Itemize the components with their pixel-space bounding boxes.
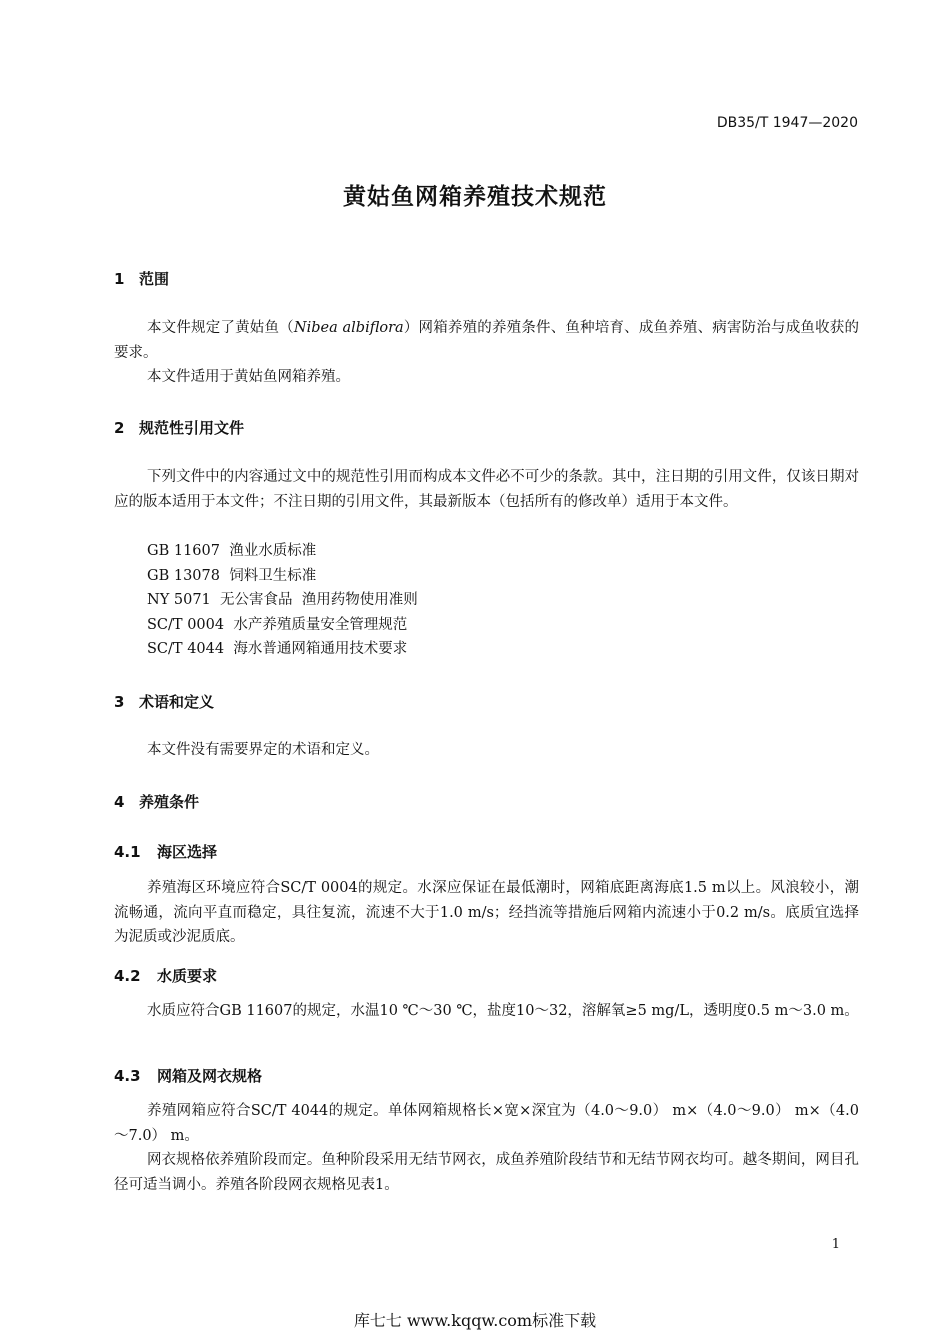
section-4-1-paragraph-1: 养殖海区环境应符合SC/T 0004的规定。水深应保证在最低潮时，网箱底距离海底1.5 m以上。风浪较小，潮流畅通，流向平直而稳定，具往复流，流速不大于1.0 m/s；经挡流等措施后网箱内流速小于0.2 m/s。底质宜选择为泥质或沙泥质底。 — [114, 880, 859, 945]
document-code: DB35/T 1947—2020 — [716, 115, 858, 131]
document-title: 黄姑鱼网箱养殖技术规范 — [343, 184, 607, 210]
section-4-3-heading — [114, 1065, 262, 1086]
section-4-3-paragraph-1: 养殖网箱应符合SC/T 4044的规定。单体网箱规格长×宽×深宜为（4.0～9.0） m×（4.0～9.0） m×（4.0～7.0） m。 — [114, 1103, 859, 1144]
section-3-heading — [114, 691, 214, 712]
reference-item: GB 13078 饲料卫生标准 — [147, 568, 317, 584]
section-title: 规范性引用文件 — [139, 419, 245, 437]
text-run: 本文件规定了黄姑鱼（ — [147, 320, 294, 336]
reference-item: GB 11607 渔业水质标准 — [147, 543, 317, 559]
section-4-1-heading — [114, 841, 217, 862]
section-number: 4.2 — [114, 967, 141, 985]
section-1-paragraph-2: 本文件适用于黄姑鱼网箱养殖。 — [147, 369, 350, 385]
section-title: 海区选择 — [157, 843, 218, 861]
page-number: 1 — [831, 1237, 840, 1252]
section-4-3-paragraph-2: 网衣规格依养殖阶段而定。鱼种阶段采用无结节网衣，成鱼养殖阶段结节和无结节网衣均可。越冬期间，网目孔径可适当调小。养殖各阶段网衣规格见表1。 — [114, 1152, 859, 1193]
section-4-heading — [114, 791, 199, 812]
section-4-2-paragraph-1: 水质应符合GB 11607的规定，水温10 ℃～30 ℃，盐度10～32，溶解氧≥5 mg/L，透明度0.5 m～3.0 m。 — [147, 1003, 859, 1019]
section-title: 养殖条件 — [139, 793, 200, 811]
reference-item: SC/T 4044 海水普通网箱通用技术要求 — [147, 641, 408, 657]
section-1-heading — [114, 268, 169, 289]
section-1-paragraph-1 — [114, 316, 859, 365]
latin-name: Nibea albiflora — [293, 320, 404, 336]
section-number: 3 — [114, 693, 125, 711]
reference-item: NY 5071 无公害食品 渔用药物使用准则 — [147, 592, 418, 608]
section-number: 4 — [114, 793, 125, 811]
section-title: 水质要求 — [157, 967, 218, 985]
section-number: 4.3 — [114, 1067, 141, 1085]
section-number: 2 — [114, 419, 125, 437]
section-number: 1 — [114, 270, 125, 288]
section-3-paragraph-1: 本文件没有需要界定的术语和定义。 — [147, 742, 379, 758]
text-run: ）网箱养殖的养殖条件、鱼种培育、成鱼养殖、病害防治与成鱼收获的要求。 — [114, 320, 859, 361]
section-title: 范围 — [139, 270, 170, 288]
section-title: 术语和定义 — [139, 693, 215, 711]
section-4-2-heading — [114, 965, 217, 986]
section-number: 4.1 — [114, 843, 141, 861]
reference-item: SC/T 0004 水产养殖质量安全管理规范 — [147, 617, 408, 633]
section-2-heading — [114, 417, 244, 438]
footer-watermark: 库七七 www.kqqw.com标准下载 — [353, 1311, 597, 1330]
section-title: 网箱及网衣规格 — [157, 1067, 263, 1085]
section-2-paragraph-1: 下列文件中的内容通过文中的规范性引用而构成本文件必不可少的条款。其中，注日期的引用文件，仅该日期对应的版本适用于本文件；不注日期的引用文件，其最新版本（包括所有的修改单）适用于本文件。 — [114, 469, 859, 510]
